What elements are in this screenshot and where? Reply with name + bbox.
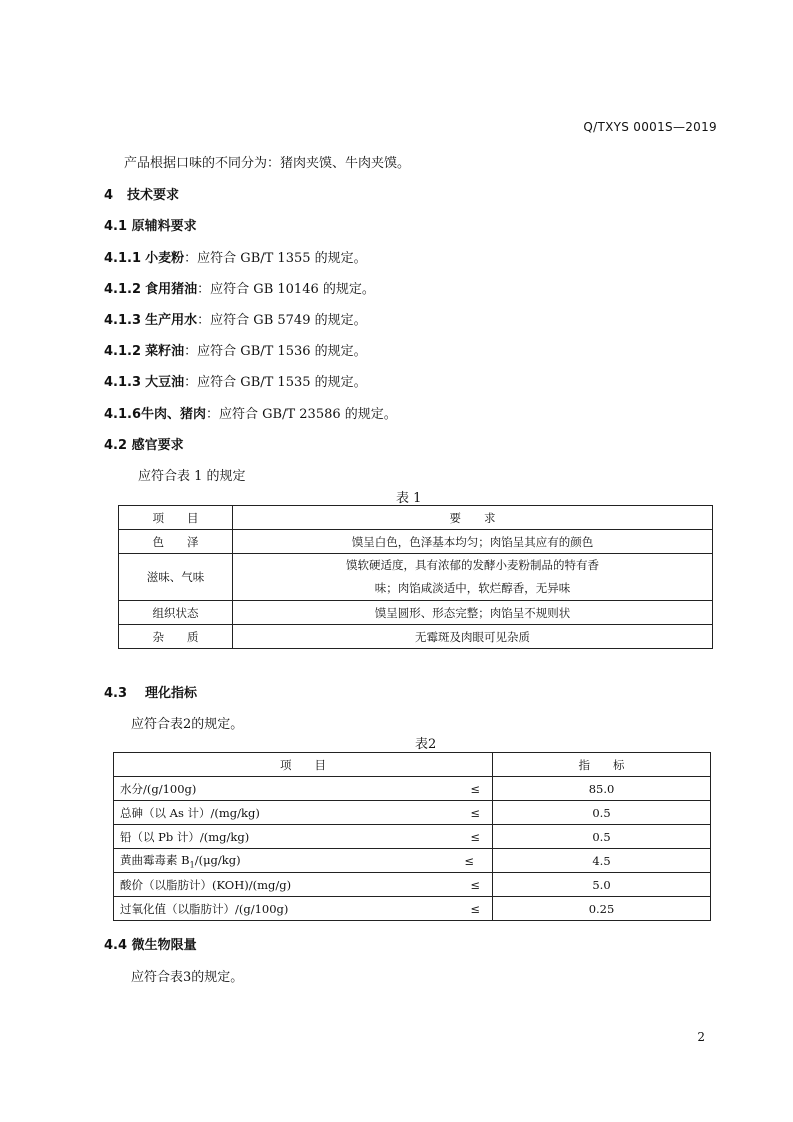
table-cell: 0.5 — [493, 825, 711, 849]
list-item — [104, 403, 397, 422]
item-name: 生产用水 — [145, 313, 198, 328]
table-cell — [114, 777, 493, 801]
indicator-name — [120, 852, 241, 870]
table-row — [114, 849, 711, 873]
item-name: 牛肉、猪肉 — [141, 407, 207, 422]
item-text: ：应符合 GB 5749 的规定。 — [197, 313, 367, 328]
table-cell: 馍呈白色，色泽基本均匀；肉馅呈其应有的颜色 — [233, 530, 713, 554]
table-row — [119, 554, 713, 601]
table-row — [114, 801, 711, 825]
section-note: 应符合表2的规定。 — [131, 717, 244, 732]
section-title: 感官要求 — [131, 438, 184, 453]
section-title: 微生物限量 — [131, 938, 197, 953]
item-number: 4.1.3 — [104, 375, 142, 390]
section-number: 4.2 — [104, 438, 128, 453]
table-row — [114, 897, 711, 921]
item-name: 小麦粉 — [145, 251, 185, 266]
table-1-caption: 表 1 — [396, 491, 422, 506]
list-item — [104, 371, 367, 390]
le-symbol: ≤ — [470, 877, 480, 892]
table-cell: 85.0 — [493, 777, 711, 801]
le-symbol: ≤ — [470, 901, 480, 916]
table-cell: 杂 质 — [119, 625, 233, 649]
section-number: 4.1 — [104, 219, 128, 234]
indicator-name: 过氧化值（以脂肪计）/(g/100g) — [120, 901, 289, 916]
page-number: 2 — [697, 1030, 705, 1044]
item-number: 4.1.3 — [104, 313, 142, 328]
table-2-caption: 表2 — [415, 737, 437, 752]
indicator-name: 酸价（以脂肪计）(KOH)/(mg/g) — [120, 877, 292, 892]
table-row — [114, 825, 711, 849]
table-cell — [114, 825, 493, 849]
cell-line: 味；肉馅咸淡适中，软烂醇香，无异味 — [374, 581, 571, 595]
item-number: 4.1.1 — [104, 251, 142, 266]
le-symbol: ≤ — [470, 829, 480, 844]
section-4-2-heading — [104, 434, 184, 453]
header-cell: 要 求 — [233, 506, 713, 530]
table-cell: 馍呈圆形、形态完整；肉馅呈不规则状 — [233, 601, 713, 625]
header-cell: 项 目 — [114, 753, 493, 777]
section-number: 4 — [104, 188, 114, 203]
table-1 — [118, 505, 713, 649]
table-row — [114, 873, 711, 897]
item-text: ：应符合 GB/T 1536 的规定。 — [184, 344, 367, 359]
item-text: ：应符合 GB/T 23586 的规定。 — [206, 407, 397, 422]
table-cell: 滋味、气味 — [119, 554, 233, 601]
table-cell — [114, 849, 493, 873]
table-cell: 色 泽 — [119, 530, 233, 554]
section-number: 4.4 — [104, 938, 128, 953]
item-text: ：应符合 GB/T 1535 的规定。 — [184, 375, 367, 390]
name-tail: /(μg/kg) — [194, 852, 241, 867]
table-2 — [113, 752, 711, 921]
item-text: ：应符合 GB 10146 的规定。 — [197, 282, 375, 297]
indicator-name: 铅（以 Pb 计）/(mg/kg) — [120, 829, 250, 844]
cell-line: 馍软硬适度，具有浓郁的发酵小麦粉制品的特有香 — [346, 558, 599, 572]
item-name: 菜籽油 — [145, 344, 185, 359]
table-cell — [114, 801, 493, 825]
section-note: 应符合表3的规定。 — [131, 970, 244, 985]
table-cell: 0.5 — [493, 801, 711, 825]
le-symbol: ≤ — [464, 853, 474, 868]
table-header-row — [114, 753, 711, 777]
table-cell: 0.25 — [493, 897, 711, 921]
list-item — [104, 278, 375, 297]
table-row — [114, 777, 711, 801]
table-cell — [114, 873, 493, 897]
table-cell — [233, 554, 713, 601]
table-row — [119, 530, 713, 554]
section-title: 理化指标 — [145, 686, 198, 701]
le-symbol: ≤ — [470, 805, 480, 820]
table-cell: 组织状态 — [119, 601, 233, 625]
name-subscript: 1 — [189, 860, 195, 870]
table-header-row — [119, 506, 713, 530]
indicator-name: 水分/(g/100g) — [120, 781, 197, 796]
item-text: ：应符合 GB/T 1355 的规定。 — [184, 251, 367, 266]
table-row — [119, 601, 713, 625]
section-number: 4.3 — [104, 686, 128, 701]
item-number: 4.1.2 — [104, 282, 142, 297]
item-number: 4.1.6 — [104, 407, 142, 422]
table-cell: 4.5 — [493, 849, 711, 873]
table-cell: 5.0 — [493, 873, 711, 897]
section-title: 技术要求 — [127, 188, 180, 203]
list-item — [104, 309, 367, 328]
le-symbol: ≤ — [470, 781, 480, 796]
item-number: 4.1.2 — [104, 344, 142, 359]
indicator-name: 总砷（以 As 计）/(mg/kg) — [120, 805, 260, 820]
section-4-3-heading — [104, 682, 197, 701]
section-4-heading — [104, 184, 179, 203]
section-title: 原辅料要求 — [131, 219, 197, 234]
header-cell: 指 标 — [493, 753, 711, 777]
section-4-1-heading — [104, 215, 197, 234]
name-main: 黄曲霉毒素 B — [120, 852, 190, 867]
item-name: 食用猪油 — [145, 282, 198, 297]
intro-paragraph: 产品根据口味的不同分为：猪肉夹馍、牛肉夹馍。 — [124, 156, 411, 171]
header-cell: 项 目 — [119, 506, 233, 530]
table-cell — [114, 897, 493, 921]
table-row — [119, 625, 713, 649]
section-4-4-heading — [104, 934, 197, 953]
list-item — [104, 247, 367, 266]
list-item — [104, 340, 367, 359]
document-code: Q/TXYS 0001S—2019 — [583, 120, 717, 134]
item-name: 大豆油 — [145, 375, 185, 390]
section-note: 应符合表 1 的规定 — [138, 469, 246, 484]
table-cell: 无霉斑及肉眼可见杂质 — [233, 625, 713, 649]
